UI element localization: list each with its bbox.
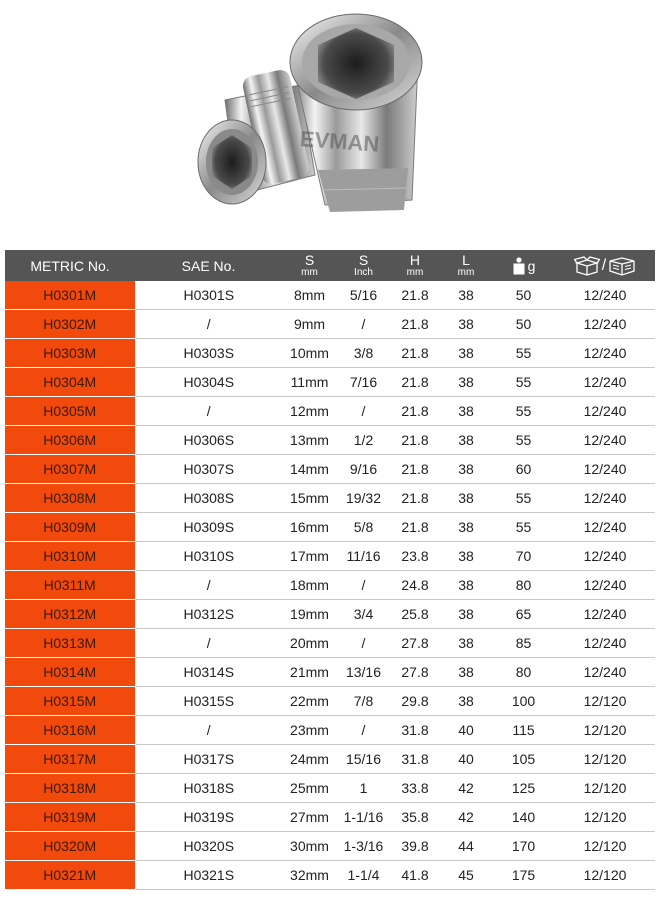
packing-cell: 12/120: [555, 687, 655, 716]
size-inch-cell: 1-1/16: [337, 803, 390, 832]
height-cell: 21.8: [390, 455, 440, 484]
height-cell: 41.8: [390, 861, 440, 890]
height-cell: 29.8: [390, 687, 440, 716]
table-header-row: [5, 250, 655, 281]
header-h: [390, 250, 440, 281]
weight-cell: 175: [492, 861, 555, 890]
weight-cell: 140: [492, 803, 555, 832]
packing-cell: 12/240: [555, 426, 655, 455]
height-cell: 21.8: [390, 397, 440, 426]
header-h-letter: H: [409, 252, 421, 268]
metric-cell: H0310M: [5, 542, 135, 571]
height-cell: 21.8: [390, 513, 440, 542]
packing-cell: 12/240: [555, 484, 655, 513]
metric-cell: H0316M: [5, 716, 135, 745]
packing-cell: 12/240: [555, 368, 655, 397]
header-s-inch: [337, 250, 390, 281]
table-row: [5, 339, 655, 368]
weight-cell: 85: [492, 629, 555, 658]
table-row: [5, 542, 655, 571]
packing-cell: 12/240: [555, 658, 655, 687]
weight-cell: 55: [492, 339, 555, 368]
length-cell: 45: [440, 861, 492, 890]
length-cell: 38: [440, 397, 492, 426]
metric-cell: H0321M: [5, 861, 135, 890]
weight-cell: 105: [492, 745, 555, 774]
table-row: [5, 600, 655, 629]
size-inch-cell: 7/8: [337, 687, 390, 716]
size-mm-cell: 10mm: [282, 339, 337, 368]
packing-cell: 12/240: [555, 397, 655, 426]
weight-cell: 80: [492, 571, 555, 600]
metric-cell: H0318M: [5, 774, 135, 803]
length-cell: 38: [440, 426, 492, 455]
length-cell: 44: [440, 832, 492, 861]
size-mm-cell: 14mm: [282, 455, 337, 484]
size-mm-cell: 25mm: [282, 774, 337, 803]
packing-cell: 12/240: [555, 281, 655, 310]
size-mm-cell: 18mm: [282, 571, 337, 600]
sae-cell: H0308S: [135, 484, 282, 513]
size-inch-cell: 9/16: [337, 455, 390, 484]
height-cell: 21.8: [390, 368, 440, 397]
length-cell: 42: [440, 803, 492, 832]
metric-cell: H0313M: [5, 629, 135, 658]
height-cell: 39.8: [390, 832, 440, 861]
header-l-letter: L: [462, 252, 470, 268]
size-inch-cell: /: [337, 629, 390, 658]
sae-cell: H0307S: [135, 455, 282, 484]
header-s-inch-unit: Inch: [354, 267, 373, 278]
table-row: [5, 397, 655, 426]
table-row: [5, 861, 655, 890]
length-cell: 38: [440, 600, 492, 629]
length-cell: 38: [440, 339, 492, 368]
size-inch-cell: /: [337, 310, 390, 339]
height-cell: 31.8: [390, 716, 440, 745]
size-mm-cell: 17mm: [282, 542, 337, 571]
sae-cell: /: [135, 310, 282, 339]
table-row: [5, 716, 655, 745]
metric-cell: H0302M: [5, 310, 135, 339]
weight-cell: 125: [492, 774, 555, 803]
packing-cell: 12/240: [555, 542, 655, 571]
small-socket: [198, 68, 315, 204]
packing-cell: 12/240: [555, 600, 655, 629]
size-inch-cell: 13/16: [337, 658, 390, 687]
size-inch-cell: 5/16: [337, 281, 390, 310]
metric-cell: H0314M: [5, 658, 135, 687]
sae-cell: H0314S: [135, 658, 282, 687]
height-cell: 35.8: [390, 803, 440, 832]
header-l-unit: mm: [457, 267, 475, 278]
size-mm-cell: 21mm: [282, 658, 337, 687]
metric-cell: H0315M: [5, 687, 135, 716]
packing-cell: 12/240: [555, 513, 655, 542]
size-inch-cell: 1-1/4: [337, 861, 390, 890]
sae-cell: H0320S: [135, 832, 282, 861]
header-s-mm-letter: S: [304, 252, 315, 268]
height-cell: 33.8: [390, 774, 440, 803]
table-row: [5, 774, 655, 803]
table-row: [5, 484, 655, 513]
height-cell: 21.8: [390, 484, 440, 513]
size-mm-cell: 16mm: [282, 513, 337, 542]
metric-cell: H0317M: [5, 745, 135, 774]
weight-icon: [512, 257, 526, 275]
metric-cell: H0303M: [5, 339, 135, 368]
size-mm-cell: 30mm: [282, 832, 337, 861]
length-cell: 38: [440, 513, 492, 542]
sae-cell: H0309S: [135, 513, 282, 542]
size-inch-cell: 3/8: [337, 339, 390, 368]
size-mm-cell: 15mm: [282, 484, 337, 513]
packing-cell: 12/120: [555, 745, 655, 774]
packing-cell: 12/120: [555, 774, 655, 803]
length-cell: 40: [440, 745, 492, 774]
table-row: [5, 513, 655, 542]
size-inch-cell: 19/32: [337, 484, 390, 513]
weight-cell: 50: [492, 281, 555, 310]
metric-cell: H0311M: [5, 571, 135, 600]
weight-cell: 55: [492, 484, 555, 513]
size-mm-cell: 24mm: [282, 745, 337, 774]
packing-separator: /: [601, 256, 607, 274]
weight-cell: 80: [492, 658, 555, 687]
length-cell: 38: [440, 542, 492, 571]
engraving-text: EVMAN: [299, 126, 381, 157]
size-inch-cell: 1: [337, 774, 390, 803]
sae-cell: /: [135, 397, 282, 426]
size-mm-cell: 19mm: [282, 600, 337, 629]
weight-cell: 55: [492, 397, 555, 426]
packing-cell: 12/120: [555, 716, 655, 745]
weight-cell: 70: [492, 542, 555, 571]
weight-cell: 55: [492, 426, 555, 455]
packing-cell: 12/240: [555, 310, 655, 339]
length-cell: 38: [440, 281, 492, 310]
header-packing: [555, 250, 655, 281]
size-mm-cell: 23mm: [282, 716, 337, 745]
size-inch-cell: 5/8: [337, 513, 390, 542]
large-socket: [290, 14, 422, 212]
metric-cell: H0312M: [5, 600, 135, 629]
weight-cell: 65: [492, 600, 555, 629]
length-cell: 38: [440, 687, 492, 716]
weight-cell: 55: [492, 368, 555, 397]
height-cell: 24.8: [390, 571, 440, 600]
size-inch-cell: /: [337, 571, 390, 600]
table-row: [5, 281, 655, 310]
packing-cell: 12/240: [555, 455, 655, 484]
packing-cell: 12/120: [555, 832, 655, 861]
header-s-inch-letter: S: [358, 252, 369, 268]
table-row: [5, 803, 655, 832]
metric-cell: H0301M: [5, 281, 135, 310]
carton-icon: [608, 256, 636, 276]
header-s-mm: [282, 250, 337, 281]
height-cell: 23.8: [390, 542, 440, 571]
size-mm-cell: 22mm: [282, 687, 337, 716]
weight-cell: 60: [492, 455, 555, 484]
table-row: [5, 426, 655, 455]
height-cell: 27.8: [390, 658, 440, 687]
length-cell: 38: [440, 658, 492, 687]
packing-cell: 12/120: [555, 861, 655, 890]
size-mm-cell: 9mm: [282, 310, 337, 339]
header-sae: SAE No.: [135, 250, 282, 281]
header-h-unit: mm: [406, 267, 424, 278]
height-cell: 21.8: [390, 426, 440, 455]
sae-cell: H0301S: [135, 281, 282, 310]
size-inch-cell: /: [337, 716, 390, 745]
metric-cell: H0304M: [5, 368, 135, 397]
sae-cell: /: [135, 571, 282, 600]
open-box-icon: [574, 256, 600, 276]
metric-cell: H0320M: [5, 832, 135, 861]
weight-cell: 55: [492, 513, 555, 542]
size-mm-cell: 32mm: [282, 861, 337, 890]
sae-cell: H0304S: [135, 368, 282, 397]
size-mm-cell: 11mm: [282, 368, 337, 397]
packing-cell: 12/240: [555, 571, 655, 600]
length-cell: 40: [440, 716, 492, 745]
sae-cell: /: [135, 629, 282, 658]
table-row: [5, 687, 655, 716]
header-metric: METRIC No.: [5, 250, 135, 281]
size-mm-cell: 20mm: [282, 629, 337, 658]
size-inch-cell: 7/16: [337, 368, 390, 397]
product-photo: [0, 0, 660, 240]
length-cell: 38: [440, 484, 492, 513]
packing-cell: 12/120: [555, 803, 655, 832]
table-row: [5, 658, 655, 687]
height-cell: 25.8: [390, 600, 440, 629]
size-inch-cell: 11/16: [337, 542, 390, 571]
height-cell: 21.8: [390, 310, 440, 339]
table-row: [5, 368, 655, 397]
sae-cell: H0318S: [135, 774, 282, 803]
table-row: [5, 571, 655, 600]
spec-table: [5, 250, 655, 890]
size-mm-cell: 27mm: [282, 803, 337, 832]
length-cell: 38: [440, 455, 492, 484]
size-inch-cell: 15/16: [337, 745, 390, 774]
weight-cell: 115: [492, 716, 555, 745]
sae-cell: H0310S: [135, 542, 282, 571]
height-cell: 21.8: [390, 339, 440, 368]
table-row: [5, 455, 655, 484]
metric-cell: H0308M: [5, 484, 135, 513]
metric-cell: H0305M: [5, 397, 135, 426]
length-cell: 38: [440, 629, 492, 658]
sae-cell: H0315S: [135, 687, 282, 716]
table-row: [5, 832, 655, 861]
length-cell: 38: [440, 310, 492, 339]
table-row: [5, 629, 655, 658]
sae-cell: H0321S: [135, 861, 282, 890]
header-s-mm-unit: mm: [301, 267, 318, 278]
size-mm-cell: 13mm: [282, 426, 337, 455]
weight-cell: 170: [492, 832, 555, 861]
table-body: [5, 281, 655, 890]
metric-cell: H0309M: [5, 513, 135, 542]
sae-cell: H0306S: [135, 426, 282, 455]
size-inch-cell: 1/2: [337, 426, 390, 455]
height-cell: 31.8: [390, 745, 440, 774]
length-cell: 42: [440, 774, 492, 803]
table-row: [5, 745, 655, 774]
header-l: [440, 250, 492, 281]
height-cell: 27.8: [390, 629, 440, 658]
sae-cell: /: [135, 716, 282, 745]
packing-cell: 12/240: [555, 629, 655, 658]
size-mm-cell: 12mm: [282, 397, 337, 426]
weight-cell: 100: [492, 687, 555, 716]
sae-cell: H0312S: [135, 600, 282, 629]
length-cell: 38: [440, 368, 492, 397]
table-row: [5, 310, 655, 339]
metric-cell: H0306M: [5, 426, 135, 455]
sae-cell: H0319S: [135, 803, 282, 832]
header-weight-unit: g: [527, 257, 536, 274]
weight-cell: 50: [492, 310, 555, 339]
packing-cell: 12/240: [555, 339, 655, 368]
metric-cell: H0319M: [5, 803, 135, 832]
length-cell: 38: [440, 571, 492, 600]
size-mm-cell: 8mm: [282, 281, 337, 310]
size-inch-cell: /: [337, 397, 390, 426]
height-cell: 21.8: [390, 281, 440, 310]
metric-cell: H0307M: [5, 455, 135, 484]
size-inch-cell: 3/4: [337, 600, 390, 629]
header-weight: [492, 250, 555, 281]
size-inch-cell: 1-3/16: [337, 832, 390, 861]
sae-cell: H0317S: [135, 745, 282, 774]
sae-cell: H0303S: [135, 339, 282, 368]
